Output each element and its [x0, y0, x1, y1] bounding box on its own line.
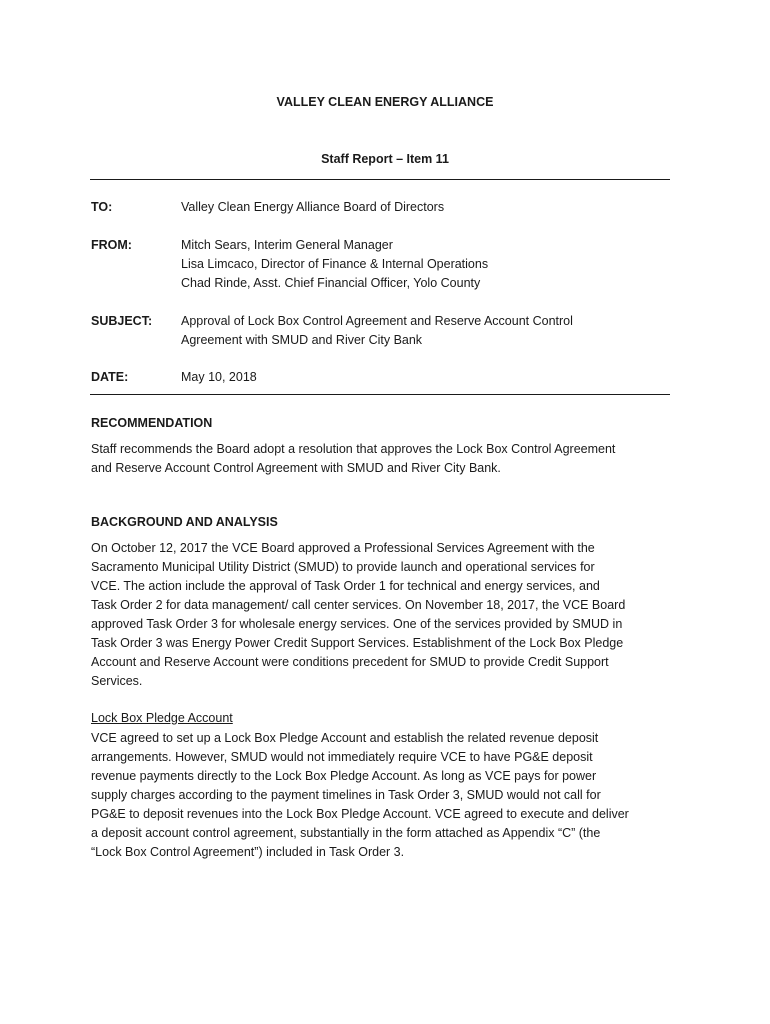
subject-line: Approval of Lock Box Control Agreement and Reserve Account Control: [181, 314, 573, 328]
paragraph-line: and Reserve Account Control Agreement with SMUD and River City Bank.: [91, 461, 501, 475]
organization-title: VALLEY CLEAN ENERGY ALLIANCE: [276, 95, 494, 109]
to-value: [181, 198, 444, 217]
date-value: [181, 368, 257, 387]
paragraph-line: “Lock Box Control Agreement”) included in Task Order 3.: [91, 845, 405, 859]
paragraph-line: a deposit account control agreement, substantially in the form attached as Appendix “C” (the: [91, 826, 601, 840]
paragraph-line: Staff recommends the Board adopt a resolution that approves the Lock Box Control Agreement: [91, 442, 616, 456]
from-line: Lisa Limcaco, Director of Finance & Internal Operations: [181, 257, 489, 271]
date-label: DATE:: [91, 370, 129, 384]
from-label: FROM:: [91, 238, 132, 252]
subject-label: SUBJECT:: [91, 314, 153, 328]
date-value-text: May 10, 2018: [181, 370, 257, 384]
from-value: [181, 236, 488, 293]
to-label: TO:: [91, 200, 113, 214]
paragraph-line: Sacramento Municipal Utility District (SMUD) to provide launch and operational services for: [91, 560, 595, 574]
from-line: Chad Rinde, Asst. Chief Financial Officer, Yolo County: [181, 276, 481, 290]
recommendation-paragraph: [91, 440, 681, 478]
background-paragraph: [91, 539, 681, 691]
paragraph-line: VCE agreed to set up a Lock Box Pledge Account and establish the related revenue deposit: [91, 731, 599, 745]
paragraph-line: On October 12, 2017 the VCE Board approved a Professional Services Agreement with the: [91, 541, 595, 555]
paragraph-line: revenue payments directly to the Lock Box Pledge Account. As long as VCE pays for power: [91, 769, 597, 783]
background-heading: BACKGROUND AND ANALYSIS: [91, 515, 278, 529]
paragraph-line: VCE. The action include the approval of Task Order 1 for technical and energy services, and: [91, 579, 600, 593]
paragraph-line: supply charges according to the payment timelines in Task Order 3, SMUD would not call for: [91, 788, 601, 802]
recommendation-heading: RECOMMENDATION: [91, 416, 213, 430]
to-value-text: Valley Clean Energy Alliance Board of Directors: [181, 200, 445, 214]
paragraph-line: Account and Reserve Account were conditions precedent for SMUD to provide Credit Support: [91, 655, 609, 669]
subject-value: [181, 312, 573, 350]
bottom-divider: [90, 394, 670, 395]
top-divider: [90, 179, 670, 180]
paragraph-line: Services.: [91, 674, 143, 688]
subject-line: Agreement with SMUD and River City Bank: [181, 333, 423, 347]
paragraph-line: Task Order 3 was Energy Power Credit Support Services. Establishment of the Lock Box Pledge: [91, 636, 624, 650]
paragraph-line: approved Task Order 3 for wholesale energy services. One of the services provided by SMUD in: [91, 617, 623, 631]
report-title: Staff Report – Item 11: [321, 152, 449, 166]
paragraph-line: arrangements. However, SMUD would not immediately require VCE to have PG&E deposit: [91, 750, 593, 764]
paragraph-line: PG&E to deposit revenues into the Lock Box Pledge Account. VCE agreed to execute and deliver: [91, 807, 629, 821]
paragraph-line: Task Order 2 for data management/ call center services. On November 18, 2017, the VCE Board: [91, 598, 626, 612]
lockbox-subheading: Lock Box Pledge Account: [91, 711, 233, 725]
lockbox-paragraph: [91, 729, 681, 862]
from-line: Mitch Sears, Interim General Manager: [181, 238, 393, 252]
